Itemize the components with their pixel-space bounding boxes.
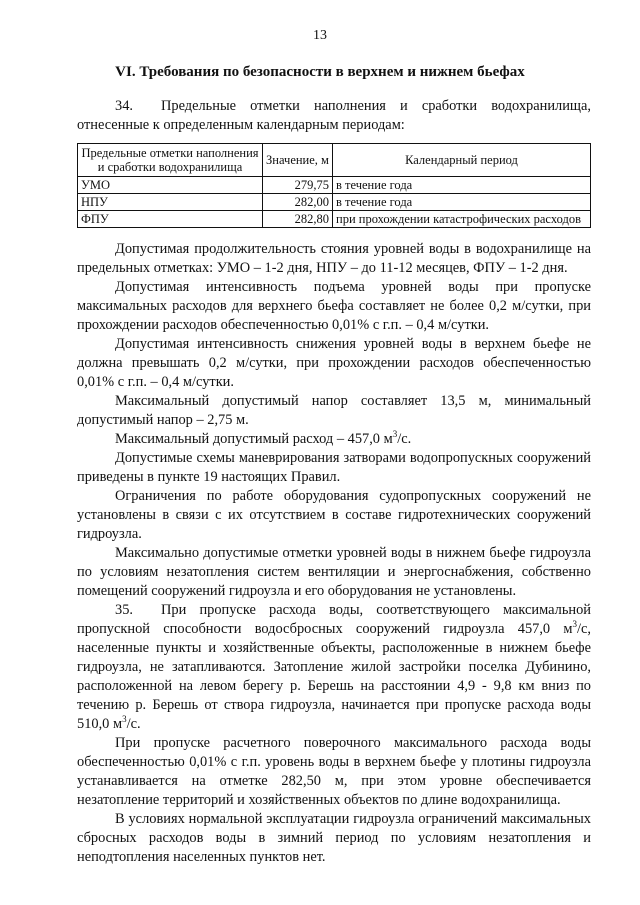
table-header-value: Значение, м [263,144,333,177]
table-row [78,177,591,194]
table-cell-value: 282,00 [263,194,333,211]
item-number: 35. [115,602,133,618]
table-row [78,211,591,228]
table-cell-value: 279,75 [263,177,333,194]
item-35-text-a: При пропуске расхода воды, соответствующего максимальной пропускной способности водосбросных сооружений гидроузла 457,0 м [77,602,591,637]
table-header-level: Предельные отметки наполнения и сработки водохранилища [78,144,263,177]
table-cell-period: в течение года [333,177,591,194]
paragraph-max-discharge [77,430,591,449]
superscript: 3 [122,714,127,725]
paragraph-gate-schemes: Допустимые схемы маневрирования затворами водопропускных сооружений приведены в пункте 19 настоящих Правил. [77,450,591,485]
item-35-text-c: /с. [126,716,141,732]
document-body [77,97,591,867]
paragraph-winter-limits: В условиях нормальной эксплуатации гидроузла ограничений максимальных сбросных расходов воды в зимний период по условиям незатопления и неподтопления населенных пунктов нет. [77,811,591,865]
paragraph-design-discharge: При пропуске расчетного поверочного максимального расхода воды обеспеченностью 0,01% с г.п. уровень воды в верхнем бьефе у плотины гидроузла устанавливается на отметке 282,50 м, при этом уровне обеспечивается незатопление территорий и хозяйственных объектов по длине водохранилища. [77,735,591,808]
paragraph-downstream-levels: Максимально допустимые отметки уровней воды в нижнем бьефе гидроузла по условиям незатопления систем вентиляции и энергоснабжения, собственно помещений сооружений гидроузла и его оборудования не установлены. [77,545,591,599]
item-35-text-b: /с, населенные пункты и хозяйственные объекты, расположенные в нижнем бьефе гидроузла, не затапливаются. Затопление жилой застройки поселка Дубинино, расположенной на левом берегу р. Берешь на расстоянии 4,9 - 9,8 км вниз по течению р. Берешь от створа гидроузла, начинается при пропуске расхода воды 510,0 м [77,621,591,732]
table-cell-level: НПУ [78,194,263,211]
item-34-paragraph [77,97,591,135]
table-row [78,194,591,211]
superscript: 3 [392,429,398,440]
page-number: 13 [313,28,327,43]
paragraph-drop-rate: Допустимая интенсивность снижения уровней воды в верхнем бьефе не должна превышать 0,2 м/сутки, при прохождении расходов обеспеченностью 0,01% с г.п. – 0,4 м/сутки. [77,336,591,390]
item-35-paragraph [77,601,591,734]
max-discharge-unit: /с. [397,431,412,447]
table-header-row [78,144,591,177]
paragraph-head: Максимальный допустимый напор составляет 13,5 м, минимальный допустимый напор – 2,75 м. [77,393,591,428]
section-title: VI. Требования по безопасности в верхнем и нижнем бьефах [115,64,525,80]
water-levels-table [77,143,591,228]
paragraph-rise-rate: Допустимая интенсивность подъема уровней воды при пропуске максимальных расходов для верхнего бьефа составляет не более 0,2 м/сутки, при прохождении расходов обеспеченностью 0,01% с г.п. – 0,4 м/сутки. [77,279,591,333]
item-34-text: Предельные отметки наполнения и сработки водохранилища, отнесенные к определенным календарным периодам: [77,98,591,133]
table-cell-level: УМО [78,177,263,194]
table-cell-period: при прохождении катастрофических расходов [333,211,591,228]
max-discharge-text: Максимальный допустимый расход – 457,0 м [115,431,393,447]
paragraph-duration: Допустимая продолжительность стояния уровней воды в водохранилище на предельных отметках: УМО – 1-2 дня, НПУ – до 11-12 месяцев, ФПУ – 1-2 дня. [77,241,591,276]
table-cell-level: ФПУ [78,211,263,228]
table-header-period: Календарный период [333,144,591,177]
item-number: 34. [115,98,133,114]
paragraph-ship-locks: Ограничения по работе оборудования судопропускных сооружений не установлены в связи с их отсутствием в составе гидротехнических сооружений гидроузла. [77,488,591,542]
table-cell-value: 282,80 [263,211,333,228]
superscript: 3 [572,619,578,630]
table-cell-period: в течение года [333,194,591,211]
